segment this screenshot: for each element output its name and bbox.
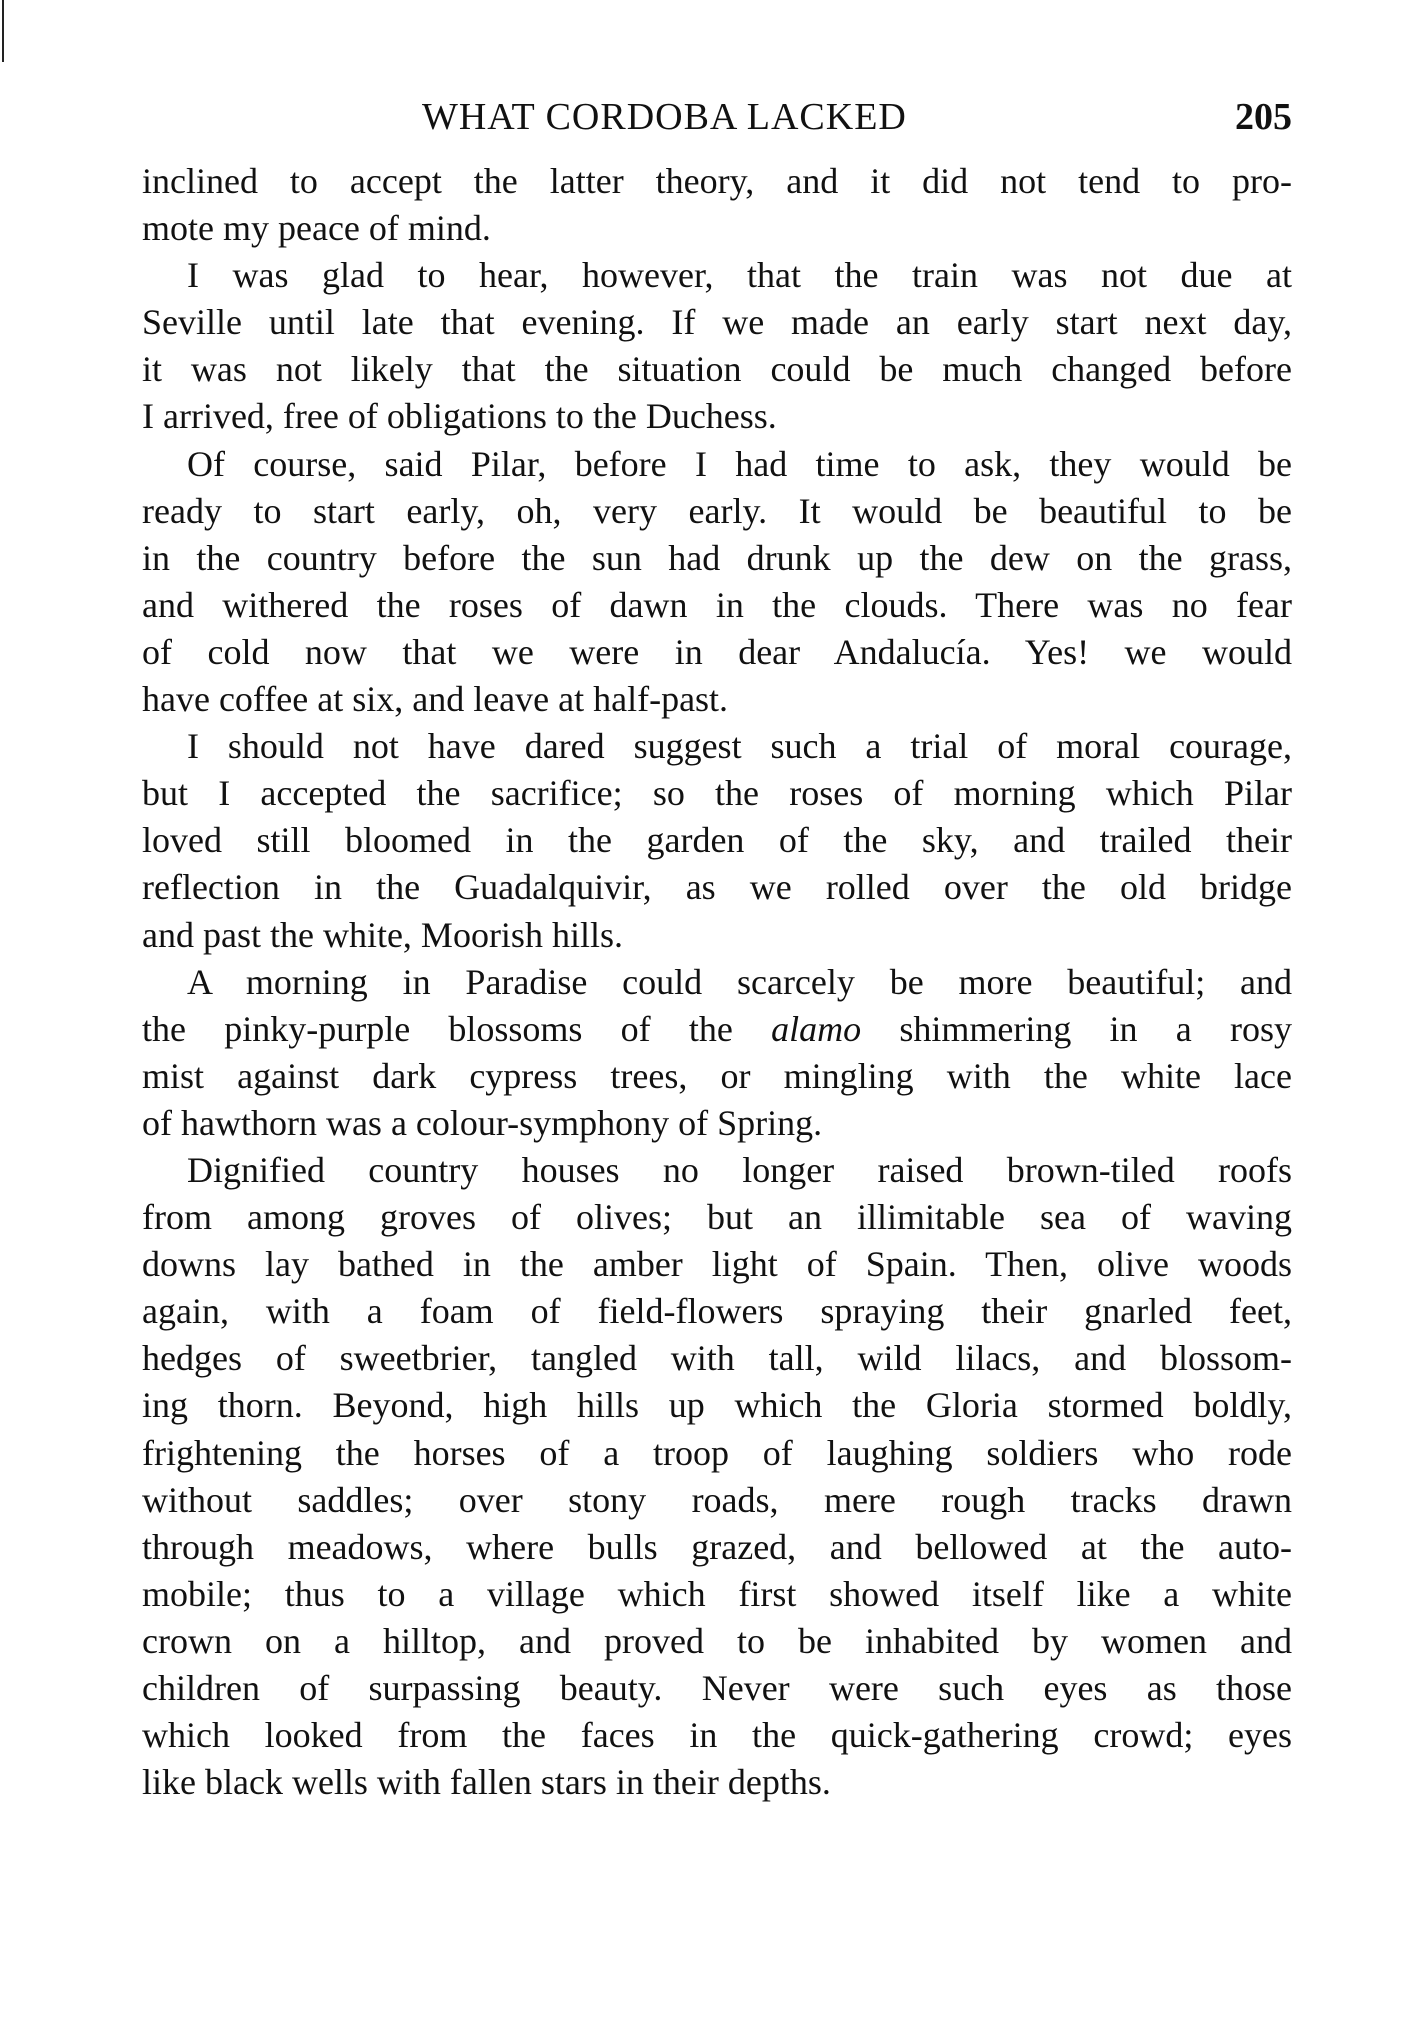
text-line: through meadows, where bulls grazed, and bellowed at the auto- bbox=[142, 1526, 1292, 1567]
text-line: of hawthorn was a colour-symphony of Spring. bbox=[142, 1102, 823, 1143]
text-line: but I accepted the sacrifice; so the roses of morning which Pilar bbox=[142, 773, 1292, 814]
paragraph bbox=[142, 959, 1292, 1147]
text-span: shimmering in a rosy bbox=[861, 1008, 1292, 1049]
text-line: loved still bloomed in the garden of the sky, and trailed their bbox=[142, 820, 1292, 861]
text-line: I arrived, free of obligations to the Duchess. bbox=[142, 396, 777, 437]
running-head bbox=[142, 92, 1292, 142]
paragraph bbox=[142, 441, 1292, 724]
text-span: the pinky-purple blossoms of the bbox=[142, 1008, 772, 1049]
text-line bbox=[142, 1006, 1292, 1053]
scan-edge-mark bbox=[2, 0, 4, 62]
paragraph bbox=[142, 723, 1292, 958]
text-line: hedges of sweetbrier, tangled with tall, wild lilacs, and blossom- bbox=[142, 1338, 1292, 1379]
text-line: ready to start early, oh, very early. It would be beautiful to be bbox=[142, 490, 1292, 531]
paragraph bbox=[142, 158, 1292, 252]
text-line: I was glad to hear, however, that the train was not due at bbox=[187, 255, 1292, 296]
text-line: without saddles; over stony roads, mere rough tracks drawn bbox=[142, 1479, 1292, 1520]
text-line: Dignified country houses no longer raised brown-tiled roofs bbox=[187, 1149, 1292, 1190]
text-line: mist against dark cypress trees, or mingling with the white lace bbox=[142, 1055, 1292, 1096]
text-line: children of surpassing beauty. Never were such eyes as those bbox=[142, 1668, 1292, 1708]
text-line: mobile; thus to a village which first showed itself like a white bbox=[142, 1573, 1292, 1614]
italic-term: alamo bbox=[771, 1008, 862, 1049]
text-line: and withered the roses of dawn in the clouds. There was no fear bbox=[142, 584, 1292, 625]
text-line: in the country before the sun had drunk up the dew on the grass, bbox=[142, 537, 1292, 578]
text-line: downs lay bathed in the amber light of Spain. Then, olive woods bbox=[142, 1244, 1292, 1285]
text-line: crown on a hilltop, and proved to be inhabited by women and bbox=[142, 1620, 1292, 1661]
text-line: frightening the horses of a troop of laughing soldiers who rode bbox=[142, 1432, 1292, 1473]
text-line: and past the white, Moorish hills. bbox=[142, 914, 623, 955]
text-line: have coffee at six, and leave at half-past. bbox=[142, 679, 729, 720]
text-line: it was not likely that the situation could be much changed before bbox=[142, 349, 1292, 390]
text-line: inclined to accept the latter theory, and it did not tend to pro- bbox=[142, 161, 1292, 201]
text-line: Of course, said Pilar, before I had time to ask, they would be bbox=[187, 443, 1292, 484]
paragraph bbox=[142, 252, 1292, 440]
text-line: like black wells with fallen stars in their depths. bbox=[142, 1762, 831, 1803]
text-line: reflection in the Guadalquivir, as we rolled over the old bridge bbox=[142, 867, 1292, 908]
text-line: from among groves of olives; but an illimitable sea of waving bbox=[142, 1197, 1292, 1238]
text-line: ing thorn. Beyond, high hills up which the Gloria stormed boldly, bbox=[142, 1385, 1292, 1426]
paragraph bbox=[142, 1147, 1292, 1806]
text-line: Seville until late that evening. If we made an early start next day, bbox=[142, 302, 1292, 343]
text-line: mote my peace of mind. bbox=[142, 208, 491, 249]
text-line: again, with a foam of field-flowers spraying their gnarled feet, bbox=[142, 1291, 1292, 1332]
text-line: A morning in Paradise could scarcely be more beautiful; and bbox=[187, 961, 1292, 1002]
text-line: I should not have dared suggest such a trial of moral courage, bbox=[187, 726, 1292, 767]
text-line: which looked from the faces in the quick-gathering crowd; eyes bbox=[142, 1715, 1292, 1756]
page-number: 205 bbox=[1235, 96, 1292, 138]
body-text bbox=[142, 158, 1292, 1806]
running-title: WHAT CORDOBA LACKED bbox=[422, 96, 907, 138]
text-line: of cold now that we were in dear Andalucía. Yes! we would bbox=[142, 631, 1292, 672]
